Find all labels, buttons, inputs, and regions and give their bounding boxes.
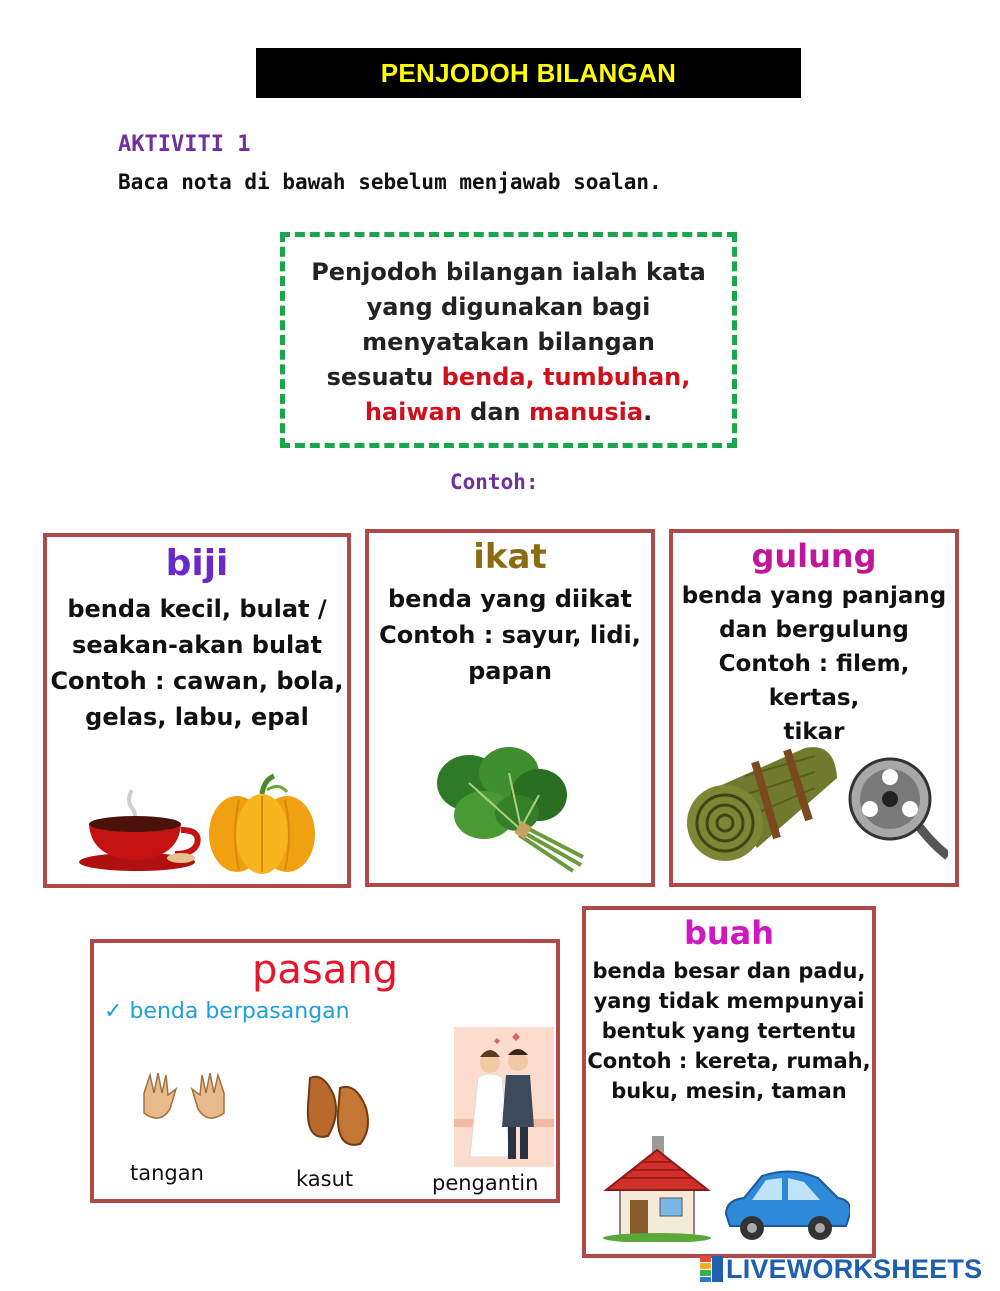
activity-title: AKTIVITI 1 bbox=[118, 132, 251, 157]
film-reel-icon bbox=[848, 751, 948, 866]
card-description bbox=[47, 591, 347, 735]
couple-icon bbox=[454, 1027, 554, 1167]
card-title: gulung bbox=[751, 537, 877, 575]
card-line: gelas, labu, epal bbox=[85, 703, 309, 731]
card-line: Contoh : filem, kertas, bbox=[718, 651, 910, 711]
card-line: seakan-akan bulat bbox=[72, 631, 322, 659]
card-line: Contoh : sayur, lidi, bbox=[379, 621, 641, 649]
note-highlight: manusia bbox=[528, 398, 644, 426]
pair-label-pengantin: pengantin bbox=[432, 1171, 539, 1195]
house-icon bbox=[602, 1132, 712, 1242]
card-line: benda besar dan padu, bbox=[592, 959, 866, 983]
note-highlight: benda, tumbuhan, bbox=[441, 363, 691, 391]
note-text-plain: dan bbox=[470, 398, 521, 426]
card-description bbox=[673, 579, 955, 749]
page-title: PENJODOH BILANGAN bbox=[380, 57, 677, 88]
card-title: biji bbox=[165, 543, 229, 584]
card-line: tikar bbox=[783, 719, 845, 745]
card-line: benda yang diikat bbox=[388, 585, 632, 613]
card-gulung bbox=[669, 529, 959, 887]
card-line: buku, mesin, taman bbox=[611, 1079, 847, 1103]
note-line: yang digunakan bagi bbox=[366, 293, 651, 321]
card-title: buah bbox=[683, 914, 775, 952]
note-line bbox=[285, 360, 732, 395]
card-description bbox=[369, 581, 651, 689]
card-line: bentuk yang tertentu bbox=[601, 1019, 857, 1043]
card-line: yang tidak mempunyai bbox=[593, 989, 865, 1013]
definition-text bbox=[285, 255, 732, 430]
pumpkin-icon bbox=[207, 772, 317, 877]
card-line: benda kecil, bulat / bbox=[67, 595, 327, 623]
vegetable-bundle-icon bbox=[429, 743, 599, 873]
hands-icon bbox=[136, 1071, 232, 1131]
logo-text: LIVEWORKSHEETS bbox=[726, 1253, 983, 1284]
card-line: Contoh : cawan, bola, bbox=[50, 667, 344, 695]
note-line bbox=[285, 395, 732, 430]
card-line: dan bergulung bbox=[719, 617, 909, 643]
rolled-mat-icon bbox=[685, 738, 840, 863]
card-line: benda yang panjang bbox=[681, 583, 947, 609]
card-biji bbox=[43, 533, 351, 888]
shoes-icon bbox=[300, 1068, 380, 1148]
card-line: papan bbox=[468, 657, 552, 685]
title-bar bbox=[256, 48, 801, 98]
card-buah bbox=[582, 906, 876, 1258]
card-title: pasang bbox=[252, 947, 398, 993]
note-line: menyatakan bilangan bbox=[362, 328, 655, 356]
note-text-plain: . bbox=[643, 398, 653, 426]
activity-instruction: Baca nota di bawah sebelum menjawab soalan. bbox=[118, 170, 662, 194]
card-description bbox=[586, 956, 872, 1106]
card-subtitle bbox=[104, 999, 350, 1024]
card-pasang bbox=[90, 939, 560, 1203]
note-highlight: haiwan bbox=[364, 398, 462, 426]
subtitle-text: benda berpasangan bbox=[129, 999, 350, 1024]
card-title: ikat bbox=[473, 537, 547, 577]
card-ikat bbox=[365, 529, 655, 887]
examples-label: Contoh: bbox=[450, 470, 539, 494]
car-icon bbox=[720, 1164, 850, 1244]
cup-icon bbox=[77, 782, 207, 872]
logo-blocks-icon bbox=[700, 1256, 724, 1282]
liveworksheets-logo bbox=[700, 1254, 996, 1284]
pair-label-tangan: tangan bbox=[130, 1161, 204, 1185]
card-line: Contoh : kereta, rumah, bbox=[587, 1049, 871, 1073]
definition-note-box bbox=[280, 232, 737, 448]
note-text-plain: sesuatu bbox=[326, 363, 434, 391]
pair-label-kasut: kasut bbox=[296, 1167, 354, 1191]
note-line: Penjodoh bilangan ialah kata bbox=[311, 258, 706, 286]
check-icon: ✓ bbox=[104, 999, 123, 1024]
